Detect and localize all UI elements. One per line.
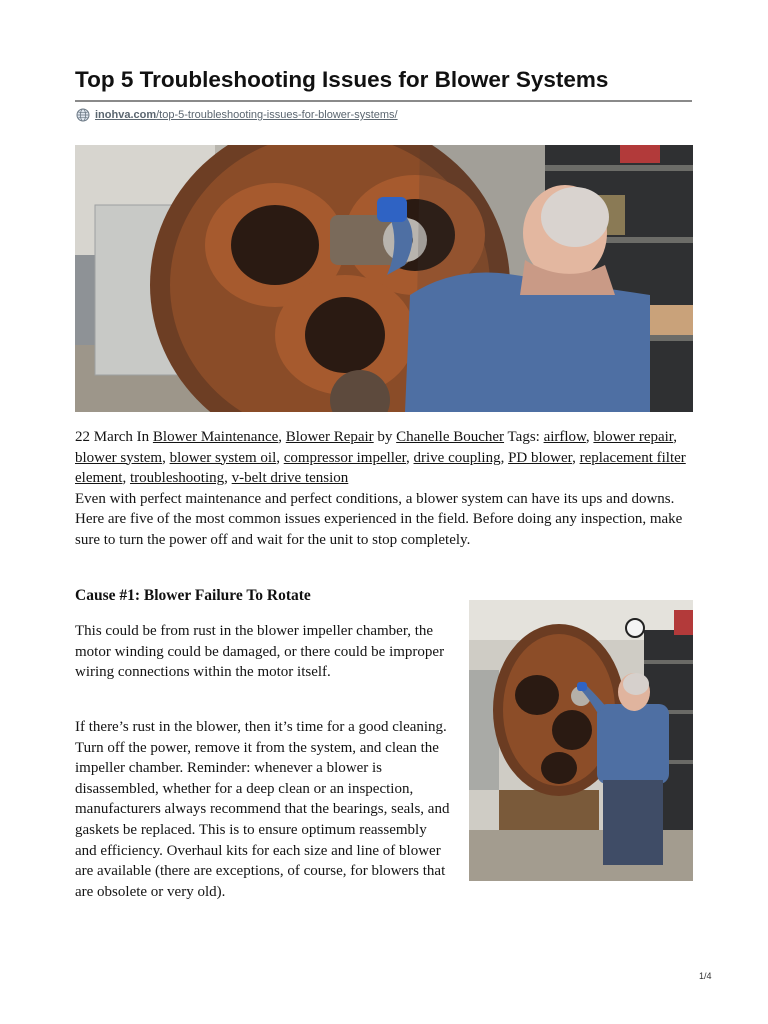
page-number: 1/4 bbox=[699, 971, 712, 981]
tag-link[interactable]: airflow bbox=[543, 429, 586, 445]
blower-photo bbox=[469, 600, 693, 881]
tag-link[interactable]: blower system oil bbox=[169, 449, 277, 466]
author-link[interactable]: Chanelle Boucher bbox=[396, 429, 505, 445]
hero-photo bbox=[75, 145, 693, 412]
tag-link[interactable]: v-belt drive tension bbox=[231, 470, 349, 487]
section-heading: Cause #1: Blower Failure To Rotate bbox=[75, 587, 311, 604]
article-meta: 22 March In Blower Maintenance, Blower Repair by Chanelle Boucher Tags: airflow, blower repair, blower system, blower system oil, compressor impeller, drive coupling, PD blower, replacement filter element, troubleshooting, v-belt drive tension Even with perfect maintenance and perfect conditions, a blower system can have its ups and downs. Here are five of the most common issues experienced in the field. Before doing any inspection, make sure to turn the power off and wait for the unit to stop completely. bbox=[75, 429, 686, 548]
title-divider bbox=[75, 100, 692, 102]
tag-link[interactable]: blower repair bbox=[593, 429, 674, 445]
by-label: by bbox=[377, 429, 393, 445]
body-paragraph: This could be from rust in the blower impeller chamber, the motor winding could be damaged, or there could be improper wiring connections within the motor itself. bbox=[75, 623, 445, 681]
globe-icon bbox=[76, 108, 90, 122]
tag-link[interactable]: troubleshooting bbox=[129, 470, 225, 487]
tags-label: Tags: bbox=[507, 429, 540, 445]
post-date: 22 March bbox=[75, 429, 133, 445]
tag-link[interactable]: blower system bbox=[75, 449, 163, 466]
tag-link[interactable]: PD blower bbox=[508, 449, 573, 466]
tag-link[interactable]: replacement filter element bbox=[75, 449, 686, 487]
category-link[interactable]: Blower Maintenance bbox=[152, 429, 279, 445]
category-link[interactable]: Blower Repair bbox=[285, 429, 374, 445]
body-paragraph: If there’s rust in the blower, then it’s time for a good cleaning. Turn off the power, remove it from the system, and clean the impeller chamber. Reminder: whenever a blower is disassembled, whether for a deep clean or an inspection, manufacturers always recommend that the bearings, seals, and gaskets be replaced. This is to ensure optimum reassembly and efficiency. Overhaul kits for each size and line of blower are available (there are exceptions, of course, for blowers that are obsolete or very old). bbox=[75, 719, 450, 900]
intro-paragraph: Even with perfect maintenance and perfect conditions, a blower system can have its ups and downs. Here are five of the most common issues experienced in the field. Before doing any inspection, make sure to turn the power off and wait for the unit to stop completely. bbox=[75, 490, 683, 548]
source-path[interactable]: /top-5-troubleshooting-issues-for-blower-systems/ bbox=[156, 109, 398, 121]
tag-link[interactable]: drive coupling bbox=[413, 449, 501, 466]
tag-link[interactable]: compressor impeller bbox=[283, 449, 407, 466]
source-url[interactable] bbox=[76, 106, 398, 124]
source-domain[interactable]: inohva.com bbox=[95, 109, 157, 121]
in-label: In bbox=[136, 429, 150, 445]
article-title: Top 5 Troubleshooting Issues for Blower Systems bbox=[75, 67, 609, 92]
